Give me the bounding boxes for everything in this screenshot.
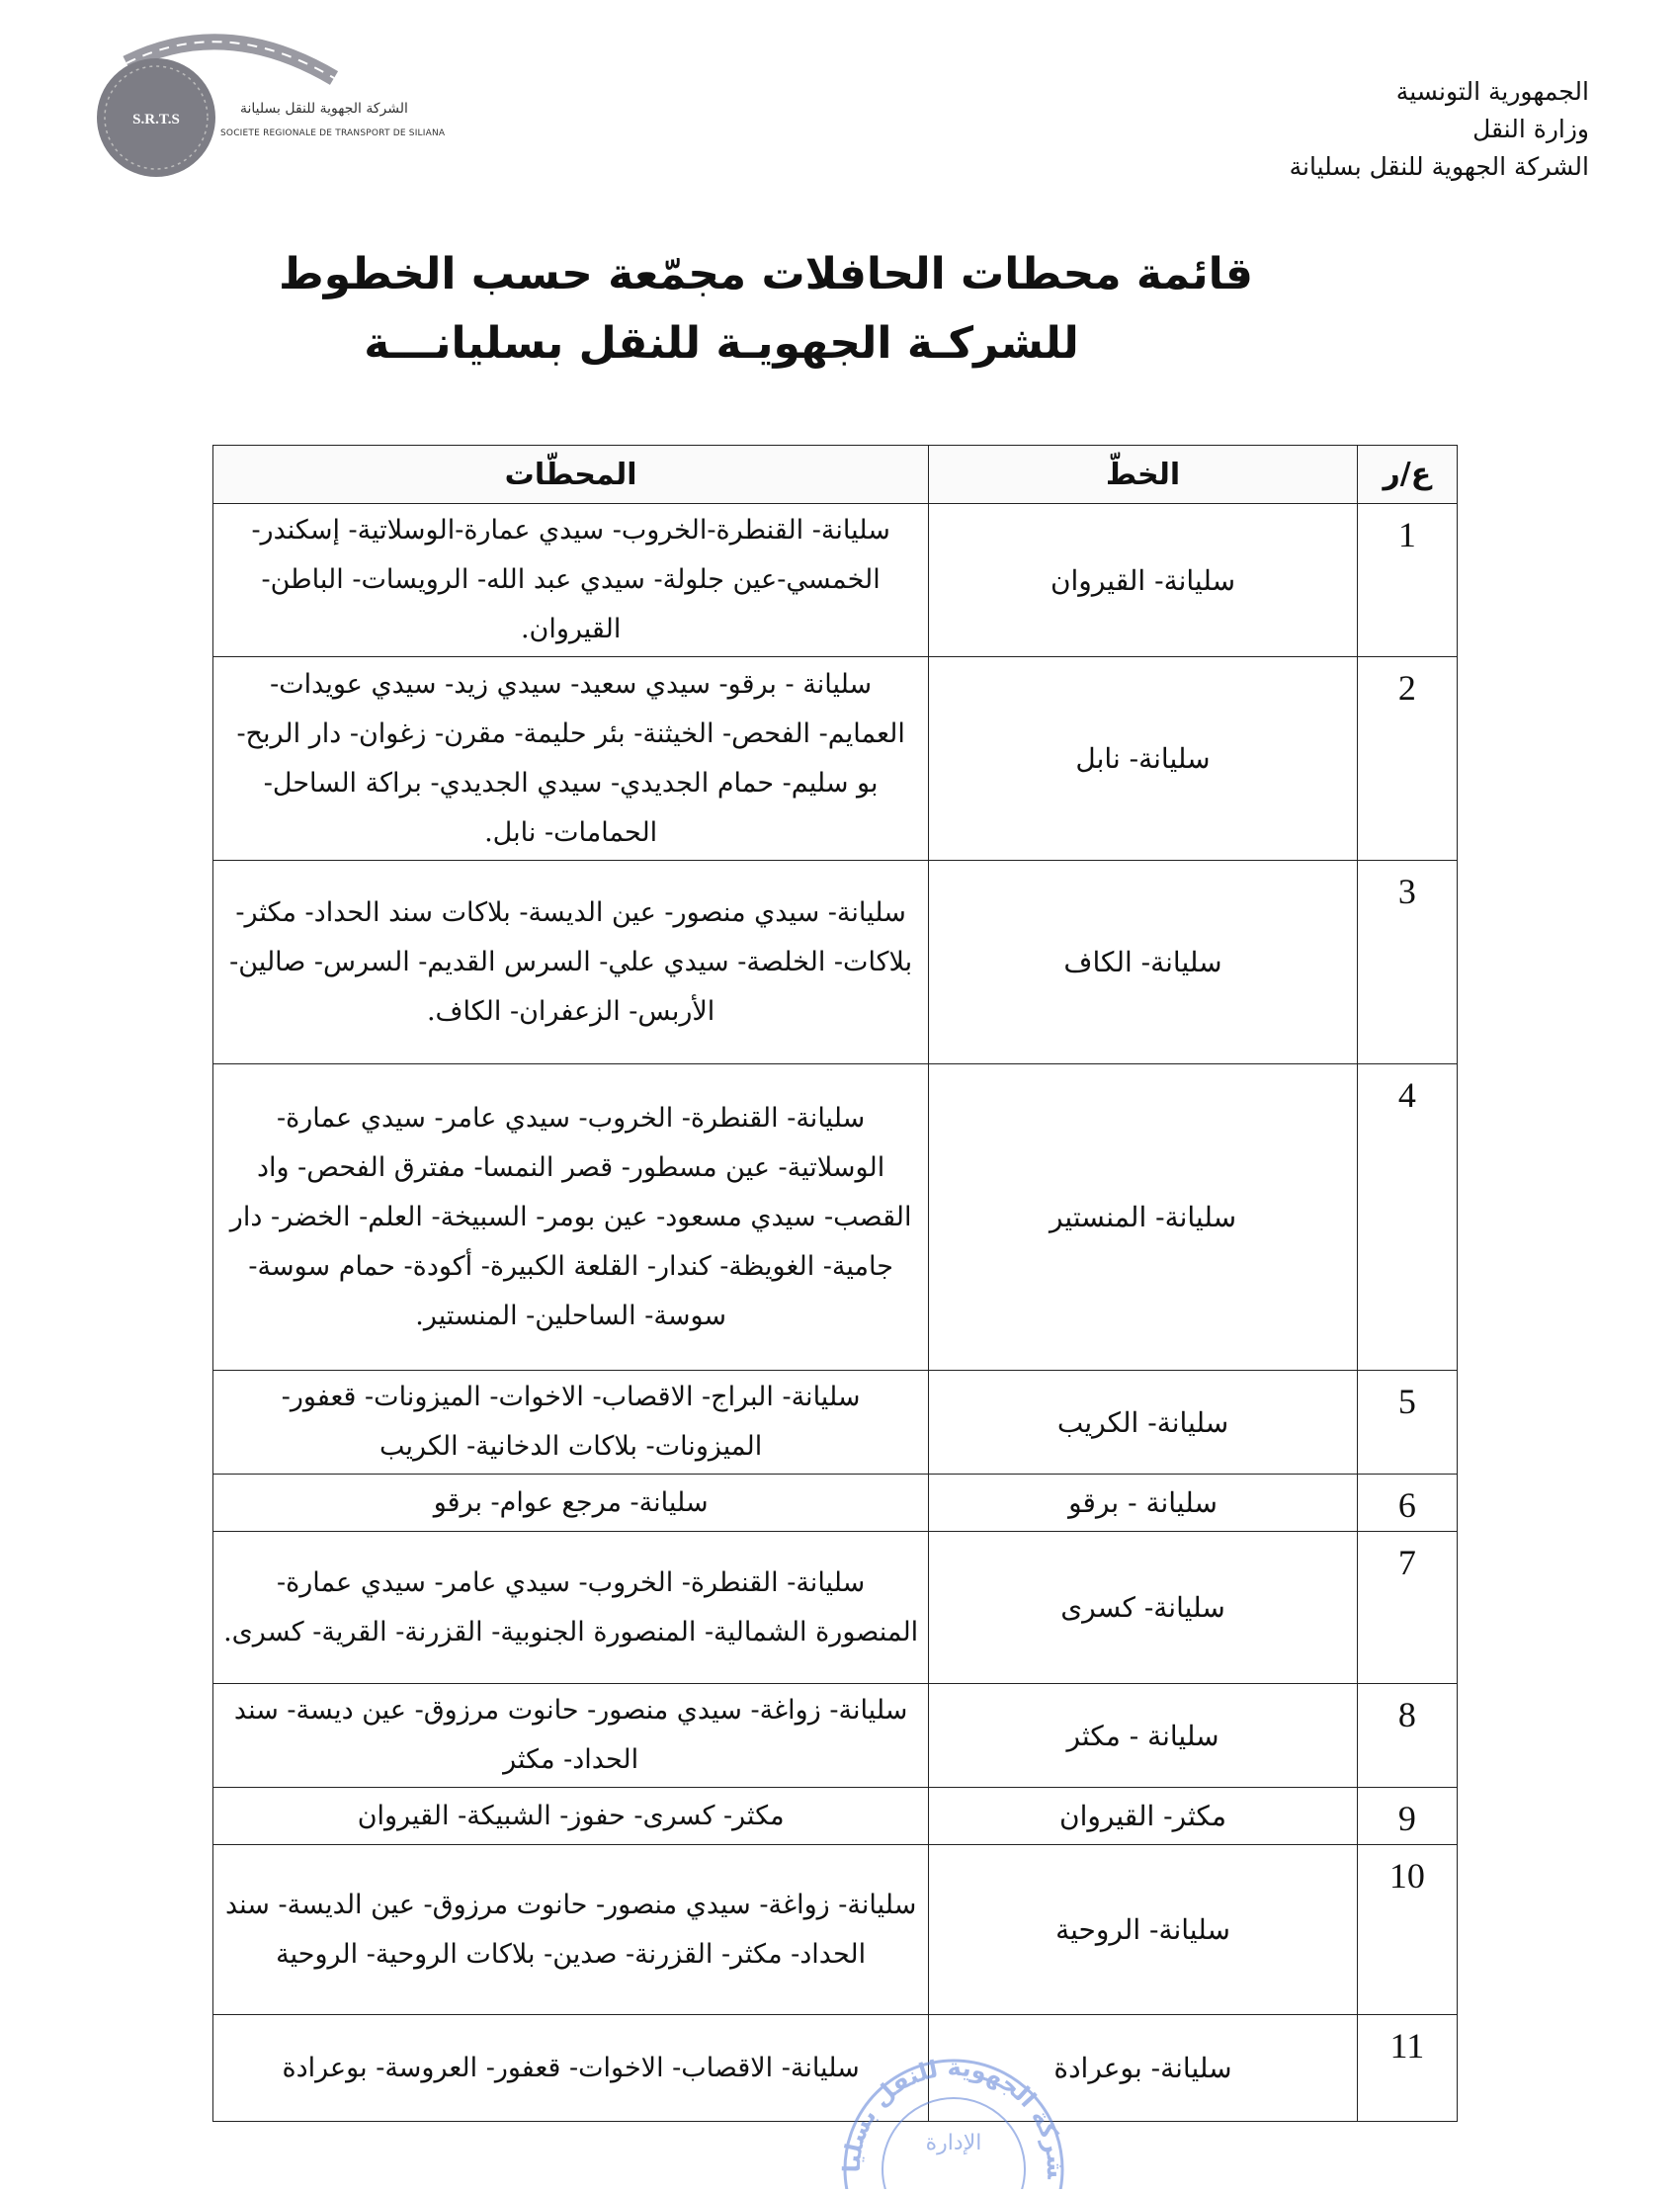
table-header-row	[213, 446, 1458, 504]
table-row	[213, 657, 1458, 861]
institution-header	[1290, 73, 1589, 186]
row-line: سليانة- الكاف	[929, 861, 1358, 1064]
row-stations: سليانة- القنطرة- الخروب- سيدي عامر- سيدي عمارة- الوسلاتية- عين مسطور- قصر النمسا- مفترق الفحص- واد القصب- سيدي مسعود- عين بومر- السبيخة- العلم- الخضر- دار جامية- الغويظة- كندار- القلعة الكبيرة- أكودة- حمام سوسة- سوسة- الساحلين- المنستير.	[213, 1064, 929, 1371]
row-line: سليانة- نابل	[929, 657, 1358, 861]
row-stations: سليانة- سيدي منصور- عين الديسة- بلاكات سند الحداد- مكثر- بلاكات- الخلصة- سيدي علي- السرس القديم- السرس- صالين- الأربس- الزعفران- الكاف.	[213, 861, 929, 1064]
page-title-line1: قائمة محطات الحافلات مجمّعة حسب الخطوط	[279, 249, 1253, 299]
row-stations: سليانة- القنطرة-الخروب- سيدي عمارة-الوسلاتية- إسكندر-الخمسي-عين جلولة- سيدي عبد الله- الرويسات- الباطن- القيروان.	[213, 504, 929, 657]
row-num: 6	[1357, 1475, 1457, 1532]
header-line-company: الشركة الجهوية للنقل بسليانة	[1289, 152, 1589, 181]
header-stations: المحطّات	[213, 446, 929, 504]
table-row	[213, 1684, 1458, 1788]
row-stations: سليانة- زواغة- سيدي منصور- حانوت مرزوق- عين ديسة- سند الحداد- مكثر	[213, 1684, 929, 1788]
table-row	[213, 1064, 1458, 1371]
row-line: سليانة- الكريب	[929, 1371, 1358, 1475]
row-num: 3	[1357, 861, 1457, 1064]
company-logo	[87, 24, 482, 182]
page-title-line2: للشركـة الجهويـة للنقل بسليانـــة	[364, 318, 1079, 369]
header-line: الخطّ	[929, 446, 1358, 504]
row-line: سليانة- الروحية	[929, 1845, 1358, 2015]
row-num: 11	[1357, 2015, 1457, 2122]
logo-abbr: S.R.T.S	[132, 112, 180, 127]
row-stations: سليانة- القنطرة- الخروب- سيدي عامر- سيدي عمارة- المنصورة الشمالية- المنصورة الجنوبية- القزرنة- القرية- كسرى.	[213, 1532, 929, 1684]
stamp-center-text: الإدارة	[925, 2131, 982, 2155]
table-row	[213, 1475, 1458, 1532]
row-num: 5	[1357, 1371, 1457, 1475]
row-line: سليانة- كسرى	[929, 1532, 1358, 1684]
header-line-republic: الجمهورية التونسية	[1395, 77, 1589, 106]
table-row	[213, 1371, 1458, 1475]
row-line: سليانة- القيروان	[929, 504, 1358, 657]
header-num: ع/ر	[1357, 446, 1457, 504]
row-line: سليانة - مكثر	[929, 1684, 1358, 1788]
table-row	[213, 504, 1458, 657]
row-num: 8	[1357, 1684, 1457, 1788]
table-row	[213, 1532, 1458, 1684]
logo-name-fr: SOCIETE REGIONALE DE TRANSPORT DE SILIANA	[220, 128, 446, 138]
row-line: سليانة- المنستير	[929, 1064, 1358, 1371]
header-line-ministry: وزارة النقل	[1472, 115, 1589, 143]
row-stations: مكثر- كسرى- حفوز- الشبيكة- القيروان	[213, 1788, 929, 1845]
table-row	[213, 1845, 1458, 2015]
row-line: سليانة- بوعرادة	[929, 2015, 1358, 2122]
row-stations: سليانة - برقو- سيدي سعيد- سيدي زيد- سيدي عويدات- العمايم- الفحص- الخيثنة- بئر حليمة- مقرن- زغوان- دار الربح- بو سليم- حمام الجديدي- سيدي الجديدي- براكة الساحل- الحمامات- نابل.	[213, 657, 929, 861]
logo-name-ar: الشركة الجهوية للنقل بسليانة	[240, 101, 408, 117]
row-num: 2	[1357, 657, 1457, 861]
row-num: 1	[1357, 504, 1457, 657]
table-row	[213, 861, 1458, 1064]
row-stations: سليانة- زواغة- سيدي منصور- حانوت مرزوق- عين الديسة- سند الحداد- مكثر- القزرنة- صدين- بلاكات الروحية- الروحية	[213, 1845, 929, 2015]
table-row	[213, 2015, 1458, 2122]
row-num: 10	[1357, 1845, 1457, 2015]
row-stations: سليانة- مرجع عوام- برقو	[213, 1475, 929, 1532]
row-line: سليانة - برقو	[929, 1475, 1358, 1532]
row-num: 9	[1357, 1788, 1457, 1845]
table-row	[213, 1788, 1458, 1845]
row-stations: سليانة- الاقصاب- الاخوات- قعفور- العروسة- بوعرادة	[213, 2015, 929, 2122]
stamp-ring-text: شركة الجهوية للنقل بسليا	[837, 2053, 1070, 2180]
row-stations: سليانة- البراج- الاقصاب- الاخوات- الميزونات- قعفور- الميزونات- بلاكات الدخانية- الكريب	[213, 1371, 929, 1475]
row-num: 4	[1357, 1064, 1457, 1371]
stations-table	[212, 445, 1458, 2122]
row-num: 7	[1357, 1532, 1457, 1684]
row-line: مكثر- القيروان	[929, 1788, 1358, 1845]
